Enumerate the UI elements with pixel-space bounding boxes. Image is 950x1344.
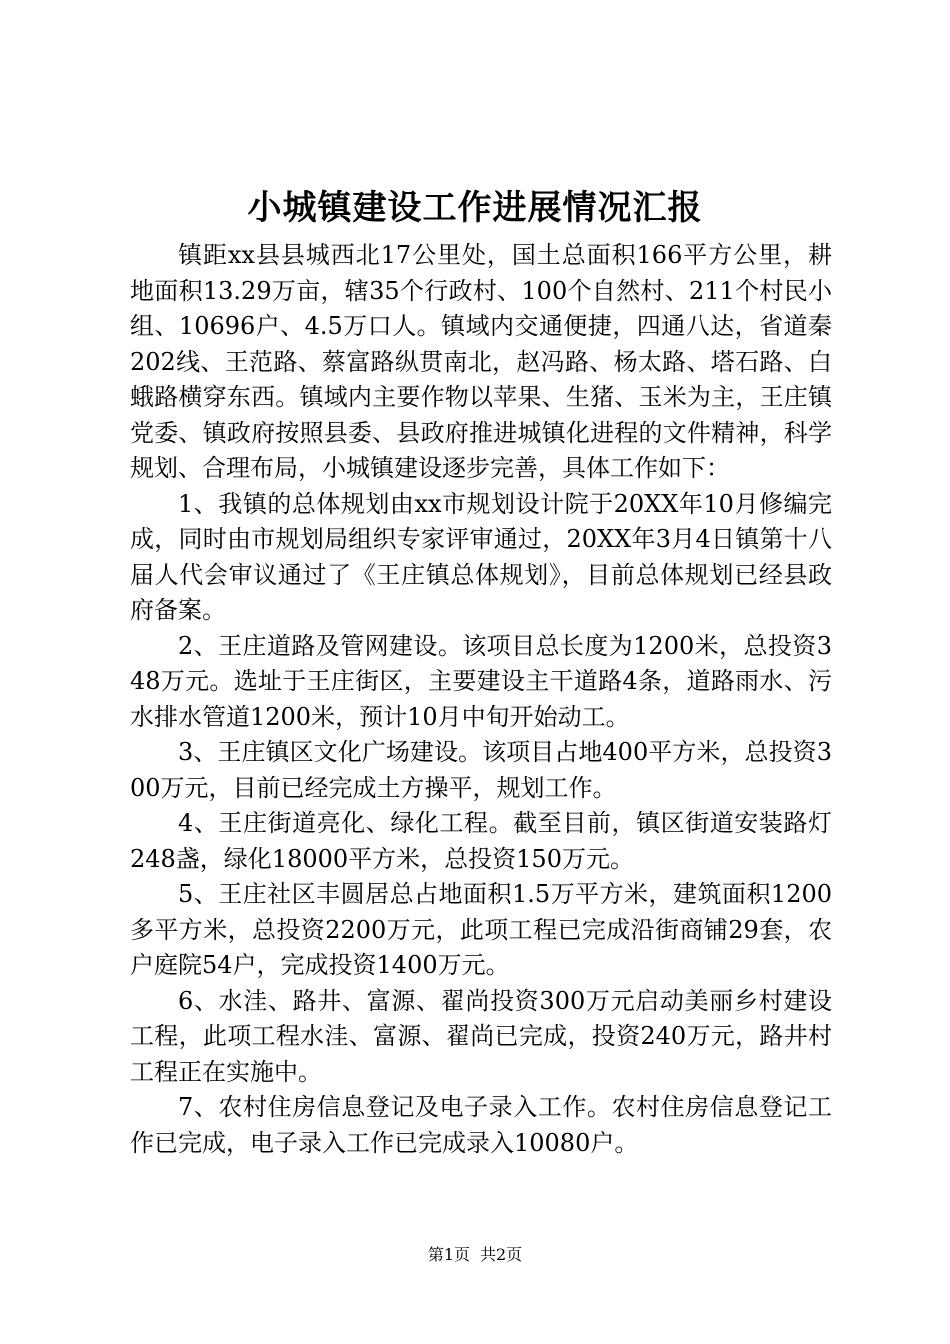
page-number: 第1页: [427, 1245, 470, 1264]
paragraph-intro: 镇距xx县县城西北17公里处，国土总面积166平方公里，耕地面积13.29万亩，辖35个行政村、100个自然村、211个村民小组、10696户、4.5万口人。镇域内交通便捷，四通八达，省道秦202线、王范路、蔡富路纵贯南北，赵冯路、杨太路、塔石路、白蛾路横穿东西。镇域内主要作物以苹果、生猪、玉米为主，王庄镇党委、镇政府按照县委、县政府推进城镇化进程的文件精神，科学规划、合理布局，小城镇建设逐步完善，具体工作如下：: [130, 241, 832, 482]
page-total: 共2页: [480, 1245, 523, 1264]
paragraph-item-3: 3、王庄镇区文化广场建设。该项目占地400平方米，总投资300万元，目前已经完成土方操平，规划工作。: [130, 738, 832, 802]
paragraph-item-7: 7、农村住房信息登记及电子录入工作。农村住房信息登记工作已完成，电子录入工作已完成录入10080户。: [130, 1093, 832, 1157]
paragraph-item-5: 5、王庄社区丰圆居总占地面积1.5万平方米，建筑面积1200多平方米，总投资2200万元，此项工程已完成沿街商铺29套，农户庭院54户，完成投资1400万元。: [130, 880, 832, 979]
paragraph-item-4: 4、王庄街道亮化、绿化工程。截至目前，镇区街道安装路灯248盏，绿化18000平方米，总投资150万元。: [130, 809, 832, 873]
paragraph-item-6: 6、水洼、路井、富源、翟尚投资300万元启动美丽乡村建设工程，此项工程水洼、富源、翟尚已完成，投资240万元，路井村工程正在实施中。: [130, 986, 832, 1086]
paragraph-item-2: 2、王庄道路及管网建设。该项目总长度为1200米，总投资348万元。选址于王庄街区，主要建设主干道路4条，道路雨水、污水排水管道1200米，预计10月中旬开始动工。: [130, 631, 832, 731]
document-body: [130, 238, 832, 1158]
page-footer: [0, 1244, 950, 1266]
document-title: 小城镇建设工作进展情况汇报: [247, 188, 703, 228]
paragraph-item-1: 1、我镇的总体规划由xx市规划设计院于20XX年10月修编完成，同时由市规划局组织专家评审通过，20XX年3月4日镇第十八届人代会审议通过了《王庄镇总体规划》，目前总体规划已经县政府备案。: [130, 489, 832, 624]
